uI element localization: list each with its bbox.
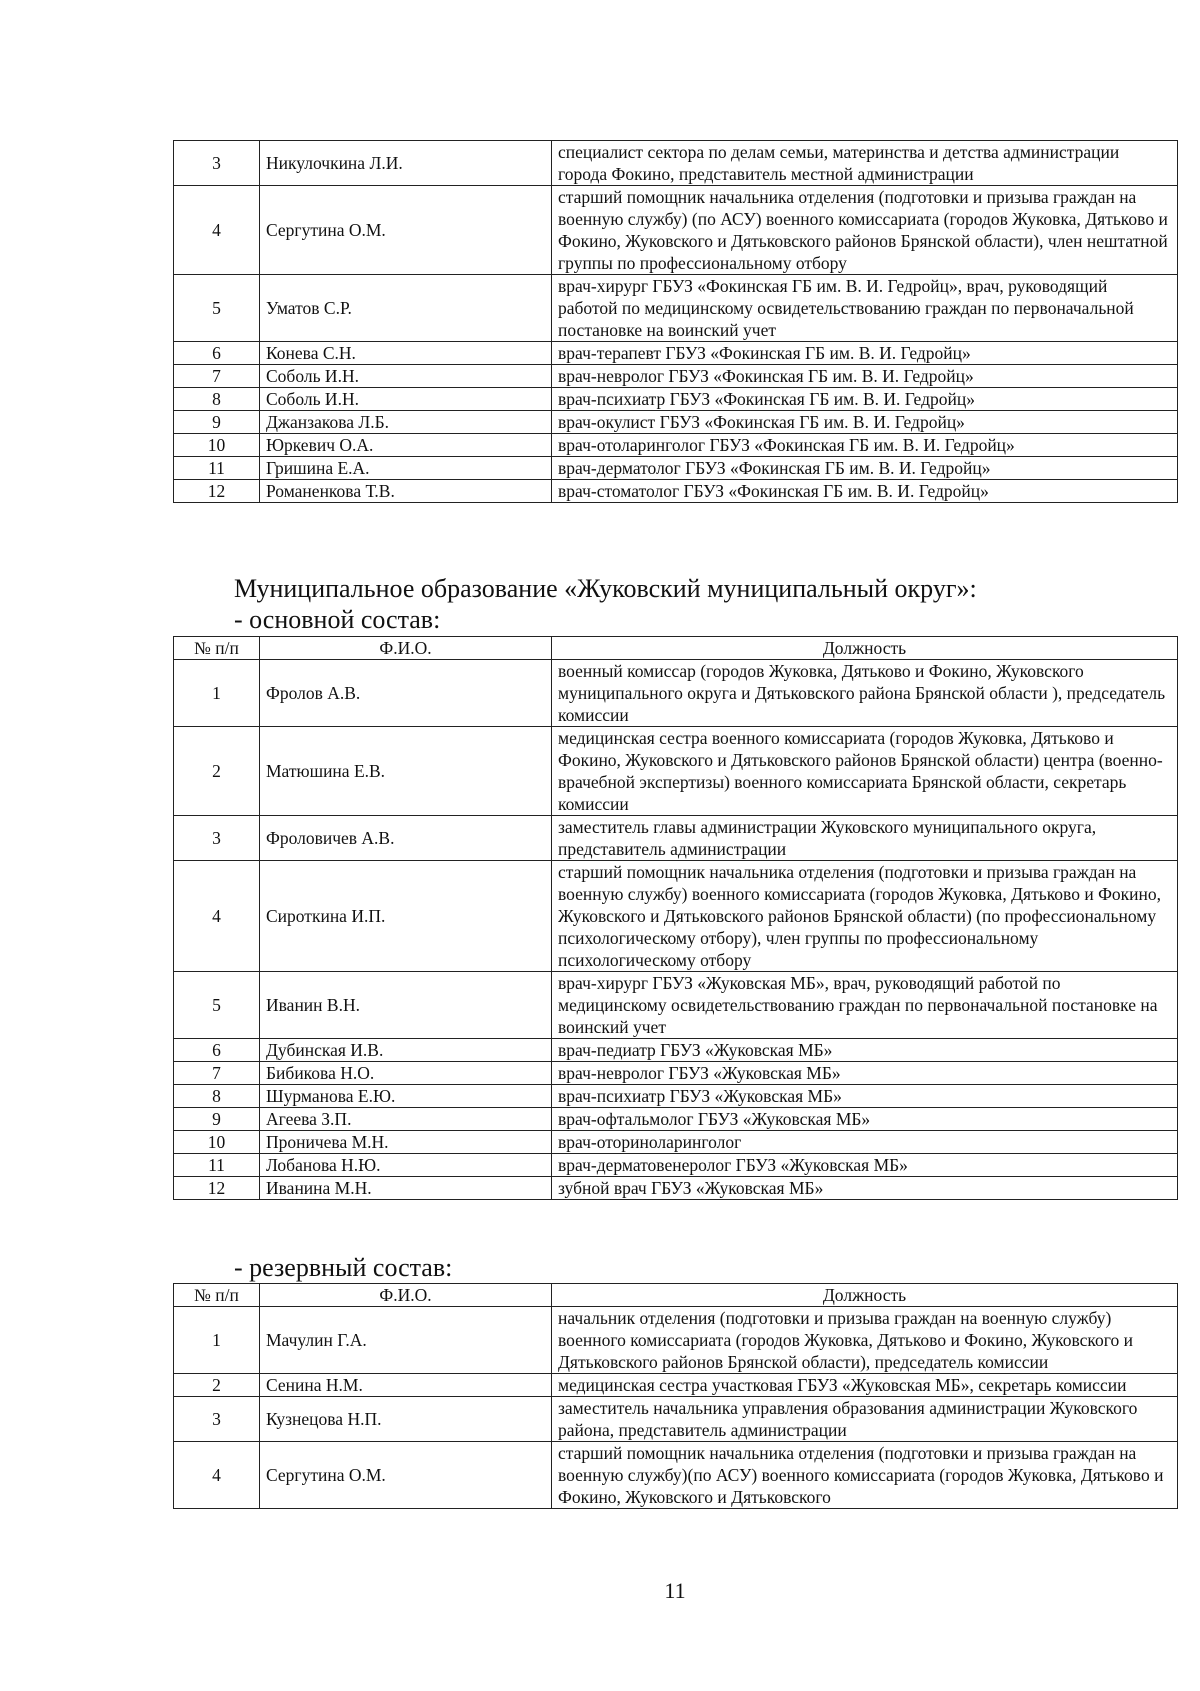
person-name: Иванин В.Н. xyxy=(260,972,552,1039)
person-position: врач-стоматолог ГБУЗ «Фокинская ГБ им. В. И. Гедройц» xyxy=(552,480,1178,503)
person-name: Матюшина Е.В. xyxy=(260,727,552,816)
person-position: врач-хирург ГБУЗ «Жуковская МБ», врач, руководящий работой по медицинскому освидетельствованию граждан по первоначальной постановке на воинский учет xyxy=(552,972,1178,1039)
table-row xyxy=(174,1177,1178,1200)
main-composition-label: - основной состав: xyxy=(234,605,441,634)
person-position: врач-хирург ГБУЗ «Фокинская ГБ им. В. И. Гедройц», врач, руководящий работой по медицинскому освидетельствованию граждан по первоначальной постановке на воинский учет xyxy=(552,275,1178,342)
row-number: 11 xyxy=(174,457,260,480)
person-name: Фроловичев А.В. xyxy=(260,816,552,861)
row-number: 3 xyxy=(174,816,260,861)
person-name: Сергутина О.М. xyxy=(260,1442,552,1509)
table-row xyxy=(174,1397,1178,1442)
row-number: 7 xyxy=(174,1062,260,1085)
person-name: Сенина Н.М. xyxy=(260,1374,552,1397)
table-row xyxy=(174,727,1178,816)
person-name: Бибикова Н.О. xyxy=(260,1062,552,1085)
table-header xyxy=(174,1284,1178,1307)
table-row xyxy=(174,1085,1178,1108)
main-composition-table xyxy=(173,636,1178,1200)
table-row xyxy=(174,480,1178,503)
person-position: врач-психиатр ГБУЗ «Фокинская ГБ им. В. И. Гедройц» xyxy=(552,388,1178,411)
table-row xyxy=(174,1442,1178,1509)
header-num: № п/п xyxy=(174,1284,260,1307)
row-number: 12 xyxy=(174,1177,260,1200)
table-row xyxy=(174,1062,1178,1085)
header-row xyxy=(174,637,1178,660)
person-name: Никулочкина Л.И. xyxy=(260,141,552,186)
person-position: медицинская сестра военного комиссариата (городов Жуковка, Дятьково и Фокино, Жуковского и Дятьковского районов Брянской области) центра (военно-врачебной экспертизы) военного комиссариата Брянской области, секретарь комиссии xyxy=(552,727,1178,816)
person-name: Шурманова Е.Ю. xyxy=(260,1085,552,1108)
person-name: Кузнецова Н.П. xyxy=(260,1397,552,1442)
table-row xyxy=(174,1307,1178,1374)
table-header xyxy=(174,637,1178,660)
table-row xyxy=(174,186,1178,275)
person-name: Проничева М.Н. xyxy=(260,1131,552,1154)
person-name: Гришина Е.А. xyxy=(260,457,552,480)
row-number: 9 xyxy=(174,411,260,434)
row-number: 4 xyxy=(174,186,260,275)
row-number: 2 xyxy=(174,1374,260,1397)
person-position: зубной врач ГБУЗ «Жуковская МБ» xyxy=(552,1177,1178,1200)
row-number: 3 xyxy=(174,1397,260,1442)
table-row xyxy=(174,365,1178,388)
person-position: врач-окулист ГБУЗ «Фокинская ГБ им. В. И. Гедройц» xyxy=(552,411,1178,434)
header-position: Должность xyxy=(552,637,1178,660)
person-position: врач-психиатр ГБУЗ «Жуковская МБ» xyxy=(552,1085,1178,1108)
table-row xyxy=(174,457,1178,480)
table-row xyxy=(174,434,1178,457)
person-position: врач-офтальмолог ГБУЗ «Жуковская МБ» xyxy=(552,1108,1178,1131)
person-position: старший помощник начальника отделения (подготовки и призыва граждан на военную службу) военного комиссариата (городов Жуковка, Дятьково и Фокино, Жуковского и Дятьковского районов Брянской области) (по профессиональному психологическому отбору), член группы по профессиональному психологическому отбору xyxy=(552,861,1178,972)
table-row xyxy=(174,1154,1178,1177)
header-num: № п/п xyxy=(174,637,260,660)
fokino-commission-table-continued xyxy=(173,140,1178,503)
person-name: Агеева З.П. xyxy=(260,1108,552,1131)
person-name: Сироткина И.П. xyxy=(260,861,552,972)
row-number: 1 xyxy=(174,1307,260,1374)
person-position: врач-невролог ГБУЗ «Фокинская ГБ им. В. И. Гедройц» xyxy=(552,365,1178,388)
person-name: Фролов А.В. xyxy=(260,660,552,727)
person-position: заместитель главы администрации Жуковского муниципального округа, представитель администрации xyxy=(552,816,1178,861)
person-name: Конева С.Н. xyxy=(260,342,552,365)
table-row xyxy=(174,411,1178,434)
person-position: начальник отделения (подготовки и призыва граждан на военную службу) военного комиссариата (городов Жуковка, Дятьково и Фокино, Жуковского и Дятьковского районов Брянской области), председатель комиссии xyxy=(552,1307,1178,1374)
header-name: Ф.И.О. xyxy=(260,1284,552,1307)
person-position: врач-дерматолог ГБУЗ «Фокинская ГБ им. В. И. Гедройц» xyxy=(552,457,1178,480)
reserve-composition-label: - резервный состав: xyxy=(234,1253,453,1282)
person-name: Уматов С.Р. xyxy=(260,275,552,342)
row-number: 5 xyxy=(174,972,260,1039)
person-name: Соболь И.Н. xyxy=(260,365,552,388)
person-position: военный комиссар (городов Жуковка, Дятьково и Фокино, Жуковского муниципального округа и Дятьковского района Брянской области ), председатель комиссии xyxy=(552,660,1178,727)
table-row xyxy=(174,816,1178,861)
row-number: 6 xyxy=(174,1039,260,1062)
person-name: Соболь И.Н. xyxy=(260,388,552,411)
person-name: Романенкова Т.В. xyxy=(260,480,552,503)
person-position: врач-терапевт ГБУЗ «Фокинская ГБ им. В. И. Гедройц» xyxy=(552,342,1178,365)
person-position: старший помощник начальника отделения (подготовки и призыва граждан на военную службу)(по АСУ) военного комиссариата (городов Жуковка, Дятьково и Фокино, Жуковского и Дятьковского xyxy=(552,1442,1178,1509)
person-name: Иванина М.Н. xyxy=(260,1177,552,1200)
table-row xyxy=(174,1108,1178,1131)
table-row xyxy=(174,342,1178,365)
person-name: Лобанова Н.Ю. xyxy=(260,1154,552,1177)
row-number: 8 xyxy=(174,388,260,411)
row-number: 1 xyxy=(174,660,260,727)
table-row xyxy=(174,1131,1178,1154)
municipality-heading: Муниципальное образование «Жуковский муниципальный округ»: xyxy=(234,574,977,603)
row-number: 9 xyxy=(174,1108,260,1131)
reserve-composition-table xyxy=(173,1283,1178,1509)
row-number: 4 xyxy=(174,1442,260,1509)
row-number: 11 xyxy=(174,1154,260,1177)
person-position: врач-дерматовенеролог ГБУЗ «Жуковская МБ» xyxy=(552,1154,1178,1177)
table-row xyxy=(174,388,1178,411)
page-number: 11 xyxy=(664,1578,686,1603)
table-row xyxy=(174,861,1178,972)
header-row xyxy=(174,1284,1178,1307)
person-position: врач-невролог ГБУЗ «Жуковская МБ» xyxy=(552,1062,1178,1085)
row-number: 7 xyxy=(174,365,260,388)
header-name: Ф.И.О. xyxy=(260,637,552,660)
person-position: врач-оториноларинголог xyxy=(552,1131,1178,1154)
table-row xyxy=(174,1039,1178,1062)
person-name: Юркевич О.А. xyxy=(260,434,552,457)
header-position: Должность xyxy=(552,1284,1178,1307)
row-number: 10 xyxy=(174,434,260,457)
table-row xyxy=(174,972,1178,1039)
person-name: Сергутина О.М. xyxy=(260,186,552,275)
row-number: 5 xyxy=(174,275,260,342)
person-position: медицинская сестра участковая ГБУЗ «Жуковская МБ», секретарь комиссии xyxy=(552,1374,1178,1397)
table-row xyxy=(174,141,1178,186)
person-position: заместитель начальника управления образования администрации Жуковского района, представитель администрации xyxy=(552,1397,1178,1442)
person-name: Мачулин Г.А. xyxy=(260,1307,552,1374)
person-position: старший помощник начальника отделения (подготовки и призыва граждан на военную службу) (по АСУ) военного комиссариата (городов Жуковка, Дятьково и Фокино, Жуковского и Дятьковского районов Брянской области), член нештатной группы по профессиональному отбору xyxy=(552,186,1178,275)
row-number: 12 xyxy=(174,480,260,503)
person-position: врач-педиатр ГБУЗ «Жуковская МБ» xyxy=(552,1039,1178,1062)
row-number: 2 xyxy=(174,727,260,816)
person-position: специалист сектора по делам семьи, материнства и детства администрации города Фокино, представитель местной администрации xyxy=(552,141,1178,186)
row-number: 6 xyxy=(174,342,260,365)
table-body xyxy=(174,660,1178,1200)
table-body xyxy=(174,141,1178,503)
row-number: 3 xyxy=(174,141,260,186)
table-body xyxy=(174,1307,1178,1509)
person-name: Дубинская И.В. xyxy=(260,1039,552,1062)
row-number: 8 xyxy=(174,1085,260,1108)
row-number: 4 xyxy=(174,861,260,972)
table-row xyxy=(174,1374,1178,1397)
person-name: Джанзакова Л.Б. xyxy=(260,411,552,434)
row-number: 10 xyxy=(174,1131,260,1154)
table-row xyxy=(174,275,1178,342)
person-position: врач-отоларинголог ГБУЗ «Фокинская ГБ им. В. И. Гедройц» xyxy=(552,434,1178,457)
table-row xyxy=(174,660,1178,727)
